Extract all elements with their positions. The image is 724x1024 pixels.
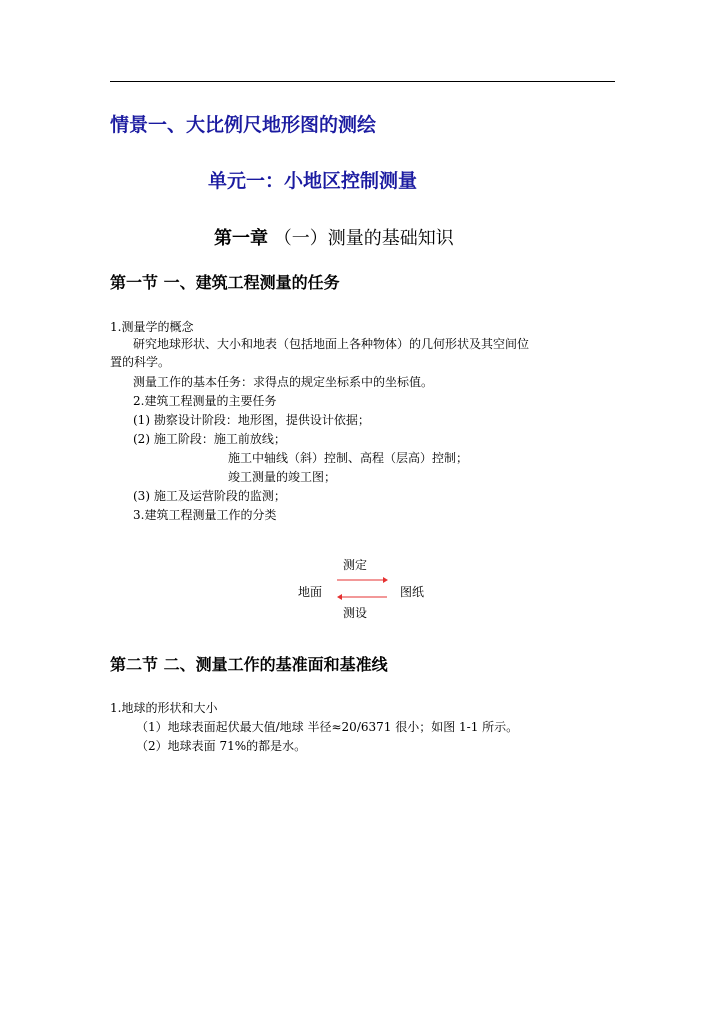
s1-line-1: 1.测量学的概念 xyxy=(110,320,194,334)
chapter-title: （一）测量的基础知识 xyxy=(273,228,454,249)
header-rule xyxy=(110,81,615,82)
section2-title: 第二节 二、测量工作的基准面和基准线 xyxy=(110,655,388,674)
section1-title: 第一节 一、建筑工程测量的任务 xyxy=(110,273,340,292)
s1-line-5: 2.建筑工程测量的主要任务 xyxy=(133,394,277,408)
diagram-label-top: 测定 xyxy=(343,558,368,572)
s1-line-7: (2) 施工阶段：施工前放线； xyxy=(133,432,286,446)
unit-heading: 单元一：小地区控制测量 xyxy=(208,170,418,192)
diagram-label-left: 地面 xyxy=(298,585,323,599)
s1-line-9: 竣工测量的竣工图； xyxy=(228,470,337,484)
s1-line-4: 测量工作的基本任务：求得点的规定坐标系中的坐标值。 xyxy=(133,375,434,389)
main-heading: 情景一、大比例尺地形图的测绘 xyxy=(110,114,377,136)
s1-line-2: 研究地球形状、大小和地表（包括地面上各种物体）的几何形状及其空间位 xyxy=(133,337,530,351)
s2-line-2: （1）地球表面起伏最大值/地球 半径≈20/6371 很小；如图 1-1 所示。 xyxy=(136,720,519,734)
diagram-label-bottom: 测设 xyxy=(343,606,368,620)
s1-line-3: 置的科学。 xyxy=(110,355,171,369)
diagram-arrows xyxy=(335,573,390,603)
s1-line-8: 施工中轴线（斜）控制、高程（层高）控制； xyxy=(228,451,469,465)
left-arrow xyxy=(337,594,387,600)
s2-line-3: （2）地球表面 71%的都是水。 xyxy=(136,739,307,753)
s1-line-10: (3) 施工及运营阶段的监测； xyxy=(133,489,286,503)
chapter-number: 第一章 xyxy=(214,228,268,249)
s1-line-6: (1) 勘察设计阶段：地形图，提供设计依据； xyxy=(133,413,370,427)
right-arrow xyxy=(337,577,388,583)
s2-line-1: 1.地球的形状和大小 xyxy=(110,701,218,715)
s1-line-11: 3.建筑工程测量工作的分类 xyxy=(133,508,277,522)
chapter-heading xyxy=(214,224,454,250)
diagram-label-right: 图纸 xyxy=(400,585,425,599)
